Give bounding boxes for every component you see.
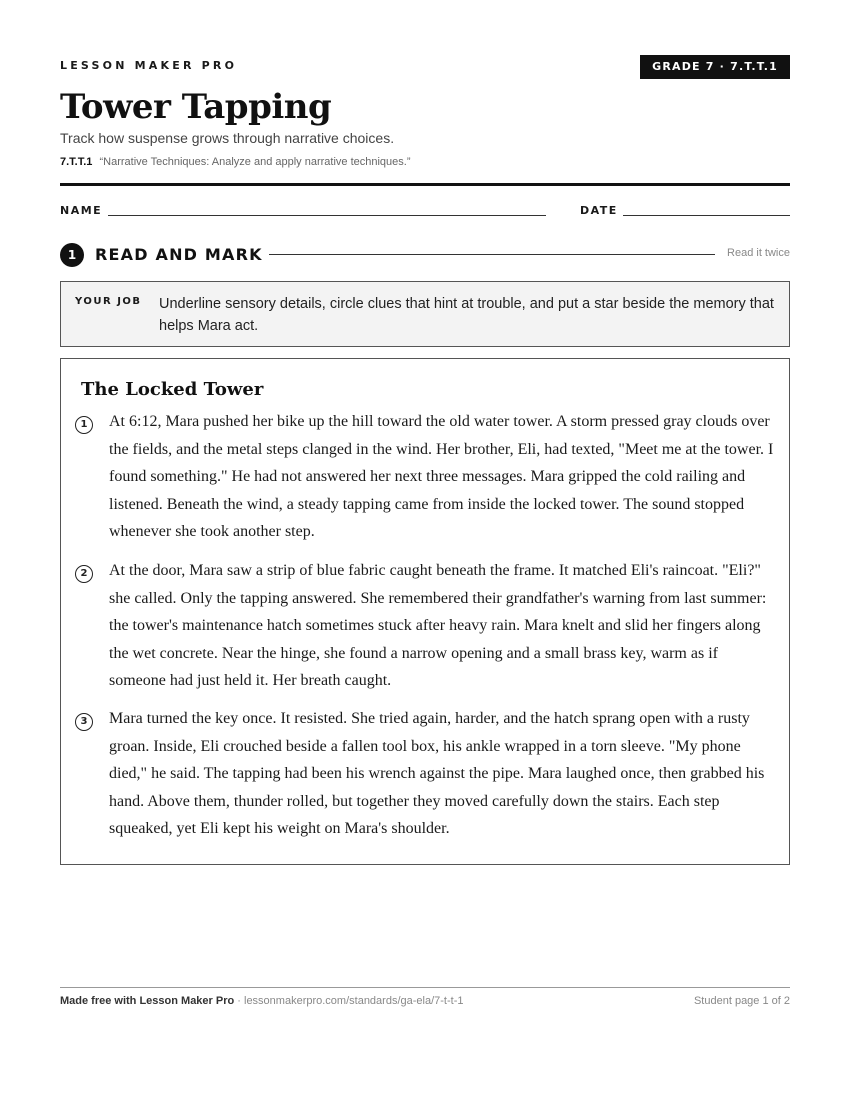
page-subtitle: Track how suspense grows through narrative choices. — [60, 130, 395, 146]
paragraph-text: Mara turned the key once. It resisted. She tried again, harder, and the hatch sprang open with a rusty groan. Inside, Eli crouched beside a fallen tool box, his ankle wrapped in a torn sleeve. "My phone died," he said. The tapping had been his wrench against the pipe. Mara laughed once, then grabbed his hand. Above them, thunder rolled, but together they moved carefully down the stairs. Each step squeaked, yet Eli kept his weight on Mara's shoulder. — [109, 710, 765, 837]
standard-description: “Narrative Techniques: Analyze and apply narrative techniques.” — [99, 156, 411, 168]
footer-url[interactable]: · lessonmakerpro.com/standards/ga-ela/7-t-t-1 — [234, 995, 464, 1007]
date-field[interactable] — [623, 215, 790, 216]
footer-credit — [60, 995, 463, 1007]
brand-name: LESSON MAKER PRO — [60, 59, 238, 72]
footer-page-number: Student page 1 of 2 — [693, 995, 790, 1007]
worksheet-page — [60, 0, 790, 1100]
paragraph-text: At the door, Mara saw a strip of blue fabric caught beneath the frame. It matched Eli's raincoat. "Eli?" she called. Only the tapping answered. She remembered their grandfather's warning from last summer: the tower's maintenance hatch sometimes stuck after heavy rain. Mara knelt and slid her fingers along the wet concrete. Near the hinge, she found a narrow opening and a small brass key, warm as if someone had just held it. Her breath caught. — [109, 562, 767, 689]
paragraph-text: At 6:12, Mara pushed her bike up the hill toward the old water tower. A storm pressed gray clouds over the fields, and the metal steps clanged in the wind. Her brother, Eli, had texted, "Meet me at the tower. I found something." He had not answered her next three messages. Mara gripped the cold railing and listened. Beneath the wind, a steady tapping came from inside the locked tower. The sound stopped whenever she took another step. — [109, 413, 774, 540]
section-note: Read it twice — [727, 247, 790, 259]
instructions-label: YOUR JOB — [75, 296, 142, 307]
story-passage — [60, 358, 790, 865]
footer-made-with: Made free with Lesson Maker Pro — [60, 995, 235, 1007]
grade-badge: GRADE 7 · 7.T.T.1 — [640, 55, 790, 79]
paragraph-number: 2 — [75, 565, 93, 583]
standard-code: 7.T.T.1 — [60, 156, 93, 168]
standard-line — [60, 156, 411, 168]
section-rule — [269, 254, 715, 255]
name-field[interactable] — [108, 215, 546, 216]
name-label: NAME — [60, 204, 103, 217]
instructions-text: Underline sensory details, circle clues that hint at trouble, and put a star beside the memory that helps Mara act. — [159, 296, 774, 334]
footer-divider — [60, 987, 790, 988]
paragraph-number: 3 — [75, 713, 93, 731]
instructions-box — [60, 281, 790, 347]
section-number-badge: 1 — [60, 243, 84, 267]
section-title: READ AND MARK — [95, 245, 263, 264]
header-divider — [60, 183, 790, 186]
page-title: Tower Tapping — [60, 87, 332, 127]
date-label: DATE — [580, 204, 618, 217]
paragraph-number: 1 — [75, 416, 93, 434]
story-title: The Locked Tower — [81, 379, 264, 400]
